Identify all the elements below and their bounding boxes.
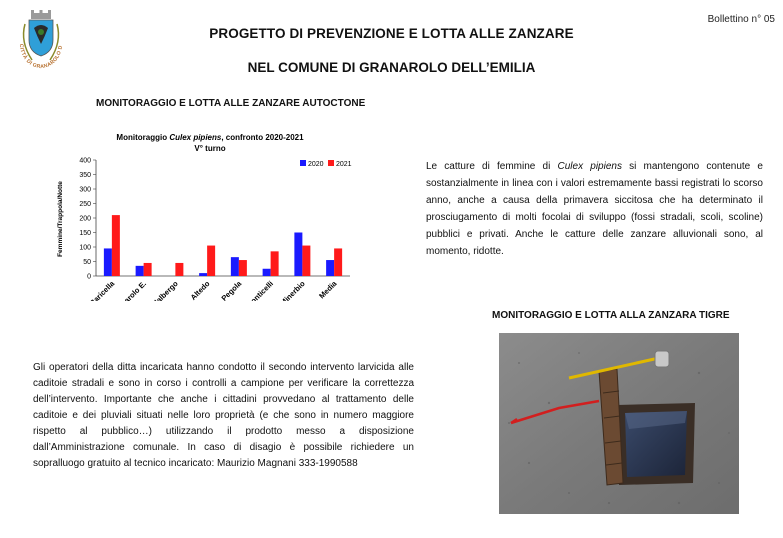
para1-species: Culex pipiens <box>557 161 622 172</box>
chart-svg <box>50 126 380 301</box>
x-category-label: Media <box>317 279 339 301</box>
bar-2021-pegola <box>239 260 247 276</box>
legend-label-2020: 2020 <box>308 161 324 168</box>
bar-2020-baricella <box>104 248 112 276</box>
storm-drain-illustration <box>499 333 739 514</box>
y-tick-label: 50 <box>83 259 91 266</box>
tigre-paragraph: Gli operatori della ditta incaricata hanno condotto il secondo intervento larvicida alle caditoie stradali e sono in corso i controlli a campione per verificare la correttezza dell’intervento. Importante che anche i cittadini provvedano al trattamento delle caditoie e dei pluviali situati nelle loro proprietà (e che sono in numero maggiore rispetto al pubblico…) utilizzando il prodotto messo a disposizione dall’Amministrazione comunale. In caso di disagio è possibile richiedere un sopralluogo gratuito al tecnico incaricato: Maurizio Magnani 333-1990588 <box>33 362 414 469</box>
bar-2020-minerbio <box>294 233 302 277</box>
para1-text-a: Le catture di femmine di <box>426 161 558 172</box>
y-tick-label: 400 <box>79 157 91 165</box>
bar-2020-altedo <box>199 273 207 276</box>
chart-title: Monitoraggio Culex pipiens, confronto 2020-2021 <box>116 133 304 142</box>
y-tick-label: 350 <box>79 172 91 179</box>
x-category-label: Pegola <box>219 279 244 301</box>
para1-text-b: si mantengono contenute e sostanzialmente in linea con i valori estremamente bassi registrati lo scorso anno, anche a causa della primavera siccitosa che ha determinato il prosciugamento di molti focolai di sviluppo (fossi stradali, scoli, scoline) pubblici e privati. Anche le catture delle zanzare alluvionali sono, al momento, ridotte. <box>426 161 763 257</box>
page-title: PROGETTO DI PREVENZIONE E LOTTA ALLE ZANZARE <box>209 26 574 41</box>
y-axis-label: Femmine/Trappola/Notte <box>57 181 64 257</box>
y-tick-label: 150 <box>79 230 91 237</box>
culex-chart <box>50 126 380 301</box>
section-heading-tigre: MONITORAGGIO E LOTTA ALLA ZANZARA TIGRE <box>492 310 730 321</box>
y-tick-label: 200 <box>79 215 91 223</box>
bar-2021-baricella <box>112 215 120 276</box>
x-category-label: Ponticelli <box>245 279 276 301</box>
storm-drain-photo <box>499 333 739 514</box>
bar-2020-granarolo-e- <box>136 266 144 276</box>
bar-2021-media <box>334 248 342 276</box>
bar-2021-malalbergo <box>175 263 183 276</box>
autoctone-paragraph <box>426 158 763 260</box>
svg-text:CITTÀ DI GRANAROLO DELL'EMILIA: CITTÀ DI GRANAROLO D <box>17 43 65 71</box>
bar-2020-pegola <box>231 257 239 276</box>
x-category-label: Granarolo E. <box>109 279 149 301</box>
legend-label-2021: 2021 <box>336 161 352 168</box>
x-category-label: Malalbergo <box>145 279 180 301</box>
y-tick-label: 100 <box>79 244 91 252</box>
bar-2021-minerbio <box>302 246 310 276</box>
chart-subtitle: V° turno <box>194 144 226 153</box>
y-tick-label: 0 <box>87 273 91 281</box>
page-subtitle: NEL COMUNE DI GRANAROLO DELL’EMILIA <box>247 60 536 75</box>
x-category-label: Minerbio <box>278 279 307 301</box>
bar-2021-granarolo-e- <box>144 263 152 276</box>
bar-2021-altedo <box>207 246 215 276</box>
y-tick-label: 250 <box>79 201 91 208</box>
bulletin-number: Bollettino n° 05 <box>707 14 775 25</box>
y-tick-label: 300 <box>79 186 91 194</box>
bar-2020-ponticelli <box>263 269 271 276</box>
x-category-label: Baricella <box>87 279 117 301</box>
bar-2021-ponticelli <box>271 251 279 276</box>
legend-swatch-2021 <box>328 160 334 166</box>
bar-2020-media <box>326 260 334 276</box>
legend-swatch-2020 <box>300 160 306 166</box>
x-category-label: Altedo <box>188 279 212 301</box>
section-heading-autoctone: MONITORAGGIO E LOTTA ALLE ZANZARE AUTOCTONE <box>96 98 366 109</box>
